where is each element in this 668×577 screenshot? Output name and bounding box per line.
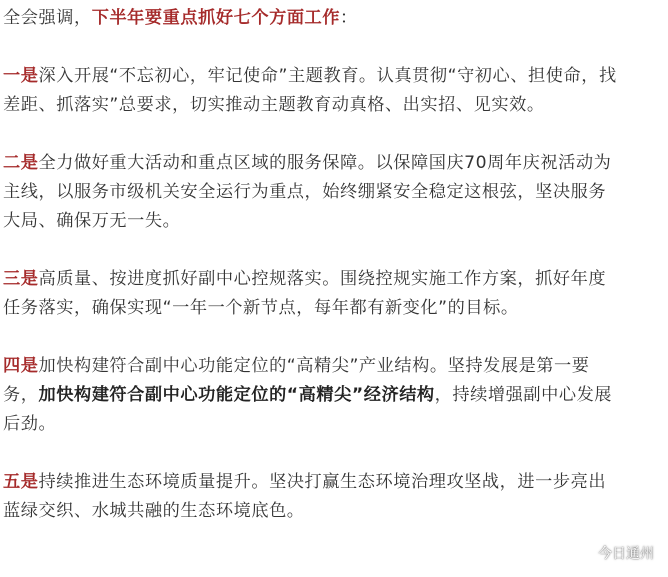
item-2-line-1 (3, 149, 660, 178)
item-3-text-1: 高质量、按进度抓好副中心控规落实。围绕控规实施工作方案，抓好年度 (38, 269, 607, 289)
item-1-line-1 (3, 62, 660, 91)
item-4-text-3: 后劲。 (3, 414, 57, 434)
item-4-line-2 (3, 381, 660, 410)
item-2-line-3 (3, 207, 660, 236)
item-3-marker: 三是 (3, 269, 39, 289)
item-5-line-1 (3, 468, 660, 497)
item-4-text-2-prefix: 务， (3, 385, 39, 405)
item-3-line-2 (3, 294, 660, 323)
item-5-line-2 (3, 497, 660, 526)
item-5-marker: 五是 (3, 472, 39, 492)
paragraph-gap (3, 439, 660, 468)
item-1-line-2 (3, 91, 660, 120)
item-4-text-2-suffix: ，持续增强副中心发展 (434, 385, 613, 405)
item-4-text-1: 加快构建符合副中心功能定位的“高精尖”产业结构。坚持发展是第一要 (38, 356, 590, 376)
watermark (574, 543, 654, 563)
item-2-text-1: 全力做好重大活动和重点区域的服务保障。以保障国庆70周年庆祝活动为 (38, 153, 612, 173)
paragraph-gap (3, 120, 660, 149)
item-3-text-2: 任务落实，确保实现“一年一个新节点，每年都有新变化”的目标。 (3, 298, 519, 318)
item-4-marker: 四是 (3, 356, 39, 376)
item-5-text-1: 持续推进生态环境质量提升。坚决打赢生态环境治理攻坚战，进一步亮出 (38, 472, 607, 492)
item-4-text-2-bold: 加快构建符合副中心功能定位的“高精尖”经济结构 (38, 385, 435, 405)
intro-suffix: ： (340, 8, 358, 28)
paragraph-gap (3, 236, 660, 265)
item-2-line-2 (3, 178, 660, 207)
paragraph-gap (3, 33, 660, 62)
intro-line (3, 4, 660, 33)
intro-prefix: 全会强调， (3, 8, 92, 28)
item-4-line-3 (3, 410, 660, 439)
item-3-line-1 (3, 265, 660, 294)
item-1-marker: 一是 (3, 66, 39, 86)
intro-highlight: 下半年要重点抓好七个方面工作 (91, 8, 341, 28)
item-1-text-1: 深入开展“不忘初心，牢记使命”主题教育。认真贯彻“守初心、担使命，找 (38, 66, 617, 86)
item-2-text-2: 主线，以服务市级机关安全运行为重点，始终绷紧安全稳定这根弦，坚决服务 (3, 182, 607, 202)
item-5-text-2: 蓝绿交织、水城共融的生态环境底色。 (3, 501, 305, 521)
watermark-text: 今日通州 (598, 546, 654, 562)
item-4-line-1 (3, 352, 660, 381)
item-2-marker: 二是 (3, 153, 39, 173)
wechat-icon (574, 544, 594, 562)
item-2-text-3: 大局、确保万无一失。 (3, 211, 181, 231)
item-1-text-2: 差距、抓落实”总要求，切实推动主题教育动真格、出实招、见实效。 (3, 95, 545, 115)
paragraph-gap (3, 323, 660, 352)
